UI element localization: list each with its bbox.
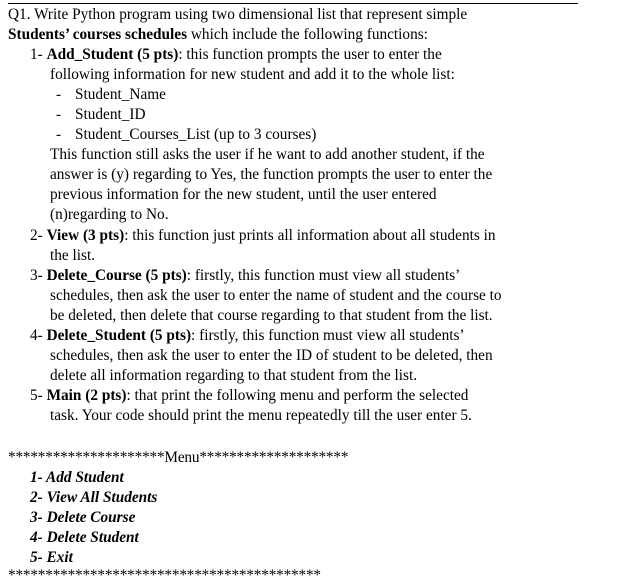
question-intro-line1 [8,5,467,25]
item-1-heading [30,45,442,65]
item-2-heading [30,226,496,246]
question-intro-bold: Students’ courses schedules [8,26,188,43]
field-text: Student_Name [75,86,166,103]
menu-header-right-stars: ******************** [199,449,349,466]
item-5-number: 5- [30,387,43,404]
item-3-line: be deleted, then delete that course regarding to that student from the list. [50,307,493,324]
field-text: Student_ID [75,106,146,123]
item-2-title: View (3 pts) [46,227,125,244]
item-3-first-rest: : firstly, this function must view all students’ [186,267,461,284]
item-3-title: Delete_Course (5 pts) [46,267,187,284]
item-5-title: Main (2 pts) [46,387,127,404]
item-1-after-line: previous information for the new student, until the user entered [50,186,437,203]
field-bullet: - [56,106,62,123]
item-3-line: schedules, then ask the user to enter the name of student and the course to [50,287,502,304]
item-5-heading [30,386,468,406]
item-2-line: the list. [50,247,96,264]
menu-header [8,448,348,468]
item-1-title: Add_Student (5 pts) [46,46,179,63]
menu-option-view-all-students: 2- View All Students [30,489,158,506]
item-3-heading [30,266,460,286]
menu-option-delete-course: 3- Delete Course [30,509,136,526]
item-4-line: schedules, then ask the user to enter the ID of student to be deleted, then [50,347,493,364]
item-1-after-line: answer is (y) regarding to Yes, the function prompts the user to enter the [50,166,493,183]
item-1-after-line: This function still asks the user if he want to add another student, if the [50,146,485,163]
item-1-line: following information for new student and add it to the whole list: [50,66,455,83]
menu-option-add-student: 1- Add Student [30,469,124,486]
top-rule [8,3,578,4]
item-5-first-rest: : that print the following menu and perform the selected [126,387,469,404]
item-4-heading [30,326,465,346]
question-intro-text: Q1. Write Python program using two dimensional list that represent simple [8,6,468,23]
menu-footer-stars: ****************************************** [8,567,321,584]
field-bullet: - [56,126,62,143]
item-1-first-rest: : this function prompts the user to enter the [178,46,442,63]
field-student-id [56,105,146,125]
field-courses-list [56,125,317,145]
field-student-name [56,85,166,105]
menu-option-delete-student: 4- Delete Student [30,529,139,546]
menu-header-left-stars: ********************* [8,449,165,466]
menu-header-word: Menu [164,449,200,466]
item-1-number: 1- [30,46,43,63]
item-4-title: Delete_Student (5 pts) [46,327,192,344]
menu-option-exit: 5- Exit [30,549,73,566]
question-intro-line2 [8,25,428,45]
item-5-line: task. Your code should print the menu repeatedly till the user enter 5. [50,407,472,424]
item-4-line: delete all information regarding to that student from the list. [50,367,418,384]
item-3-number: 3- [30,267,43,284]
field-bullet: - [56,86,62,103]
item-2-number: 2- [30,227,43,244]
item-4-number: 4- [30,327,43,344]
item-2-first-rest: : this function just prints all information about all students in [124,227,496,244]
field-text: Student_Courses_List (up to 3 courses) [75,126,317,143]
item-1-after-line: (n)regarding to No. [50,206,169,223]
question-intro-rest: which include the following functions: [187,26,428,43]
item-4-first-rest: : firstly, this function must view all students’ [191,327,465,344]
